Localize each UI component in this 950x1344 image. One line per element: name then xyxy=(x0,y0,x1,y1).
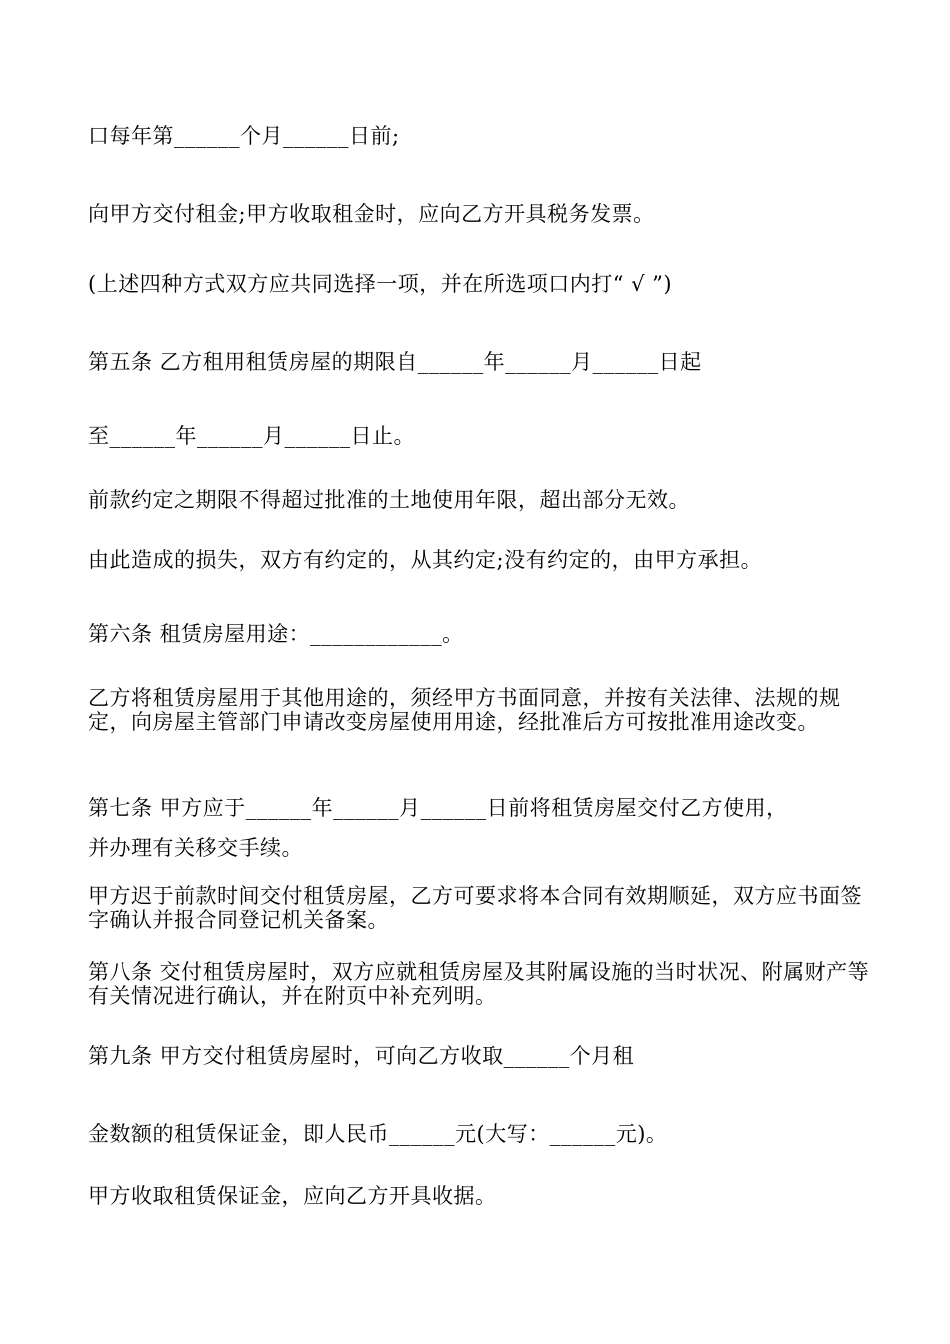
handover-line: 并办理有关移交手续。 xyxy=(88,836,303,860)
deposit-amount-line: 金数额的租赁保证金，即人民币______元(大写：______元)。 xyxy=(88,1122,668,1146)
lease-end-line: 至______年______月______日止。 xyxy=(88,424,415,448)
loss-liability-line: 由此造成的损失，双方有约定的，从其约定;没有约定的，由甲方承担。 xyxy=(88,548,763,572)
article-8-paragraph: 第八条 交付租赁房屋时，双方应就租赁房屋及其附属设施的当时状况、附属财产等有关情况进行确认，并在附页中补充列明。 xyxy=(88,960,870,1008)
term-limit-line: 前款约定之期限不得超过批准的土地使用年限，超出部分无效。 xyxy=(88,488,690,512)
payment-option-line: 口每年第______个月______日前; xyxy=(88,124,400,148)
late-delivery-paragraph: 甲方迟于前款时间交付租赁房屋，乙方可要求将本合同有效期顺延，双方应书面签字确认并报合同登记机关备案。 xyxy=(88,884,862,932)
usage-change-paragraph: 乙方将租赁房屋用于其他用途的，须经甲方书面同意，并按有关法律、法规的规定，向房屋主管部门申请改变房屋使用用途，经批准后方可按批准用途改变。 xyxy=(88,686,841,734)
deposit-receipt-line: 甲方收取租赁保证金，应向乙方开具收据。 xyxy=(88,1184,497,1208)
article-9-line: 第九条 甲方交付租赁房屋时，可向乙方收取______个月租 xyxy=(88,1044,635,1068)
rent-payment-line: 向甲方交付租金;甲方收取租金时，应向乙方开具税务发票。 xyxy=(88,202,655,226)
article-5-line: 第五条 乙方租用租赁房屋的期限自______年______月______日起 xyxy=(88,350,702,374)
selection-note-line: (上述四种方式双方应共同选择一项，并在所选项口内打“ √ ”) xyxy=(88,272,673,296)
article-7-line: 第七条 甲方应于______年______月______日前将租赁房屋交付乙方使用， xyxy=(88,796,788,820)
article-6-line: 第六条 租赁房屋用途：____________。 xyxy=(88,622,464,646)
